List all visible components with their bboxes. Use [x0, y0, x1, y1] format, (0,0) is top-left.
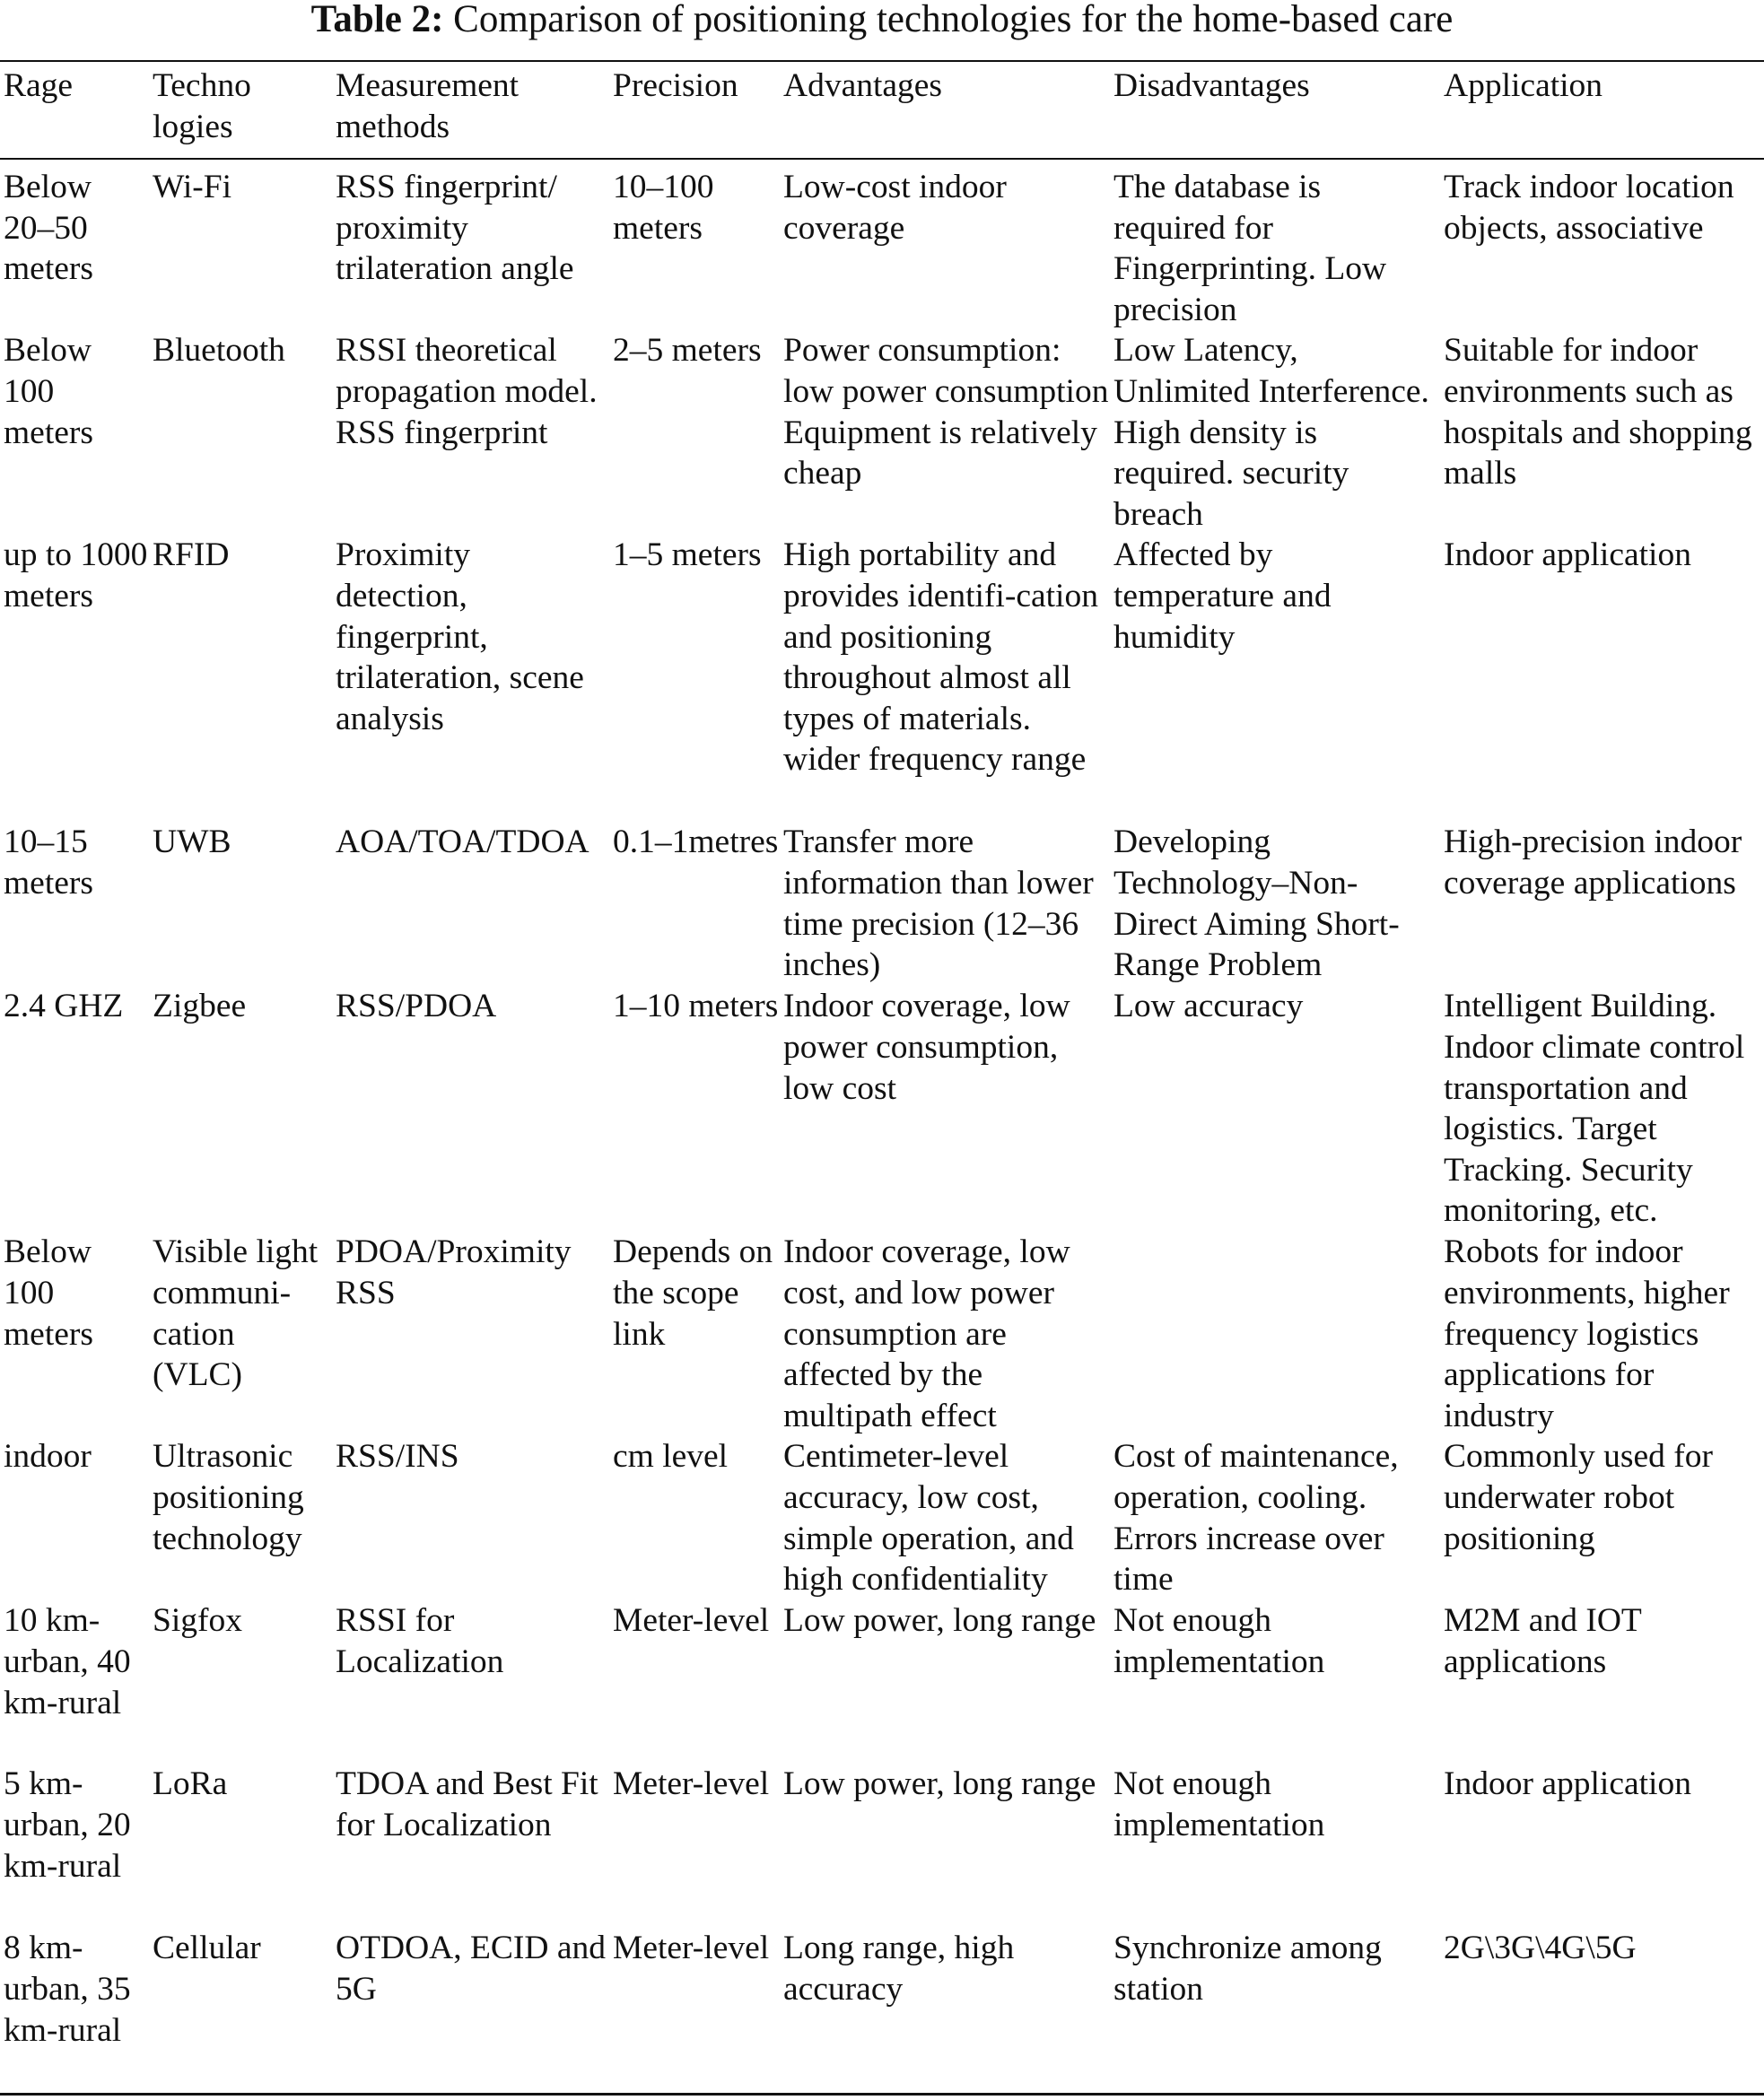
table-row	[0, 1764, 1764, 1928]
header-cell-advantages: Advantages	[783, 67, 943, 104]
table-row	[0, 1436, 1764, 1600]
table-cell-measurement: RSS fingerprint/ proximity trilateration angle	[336, 169, 574, 288]
table-cell-disadvantages	[1110, 1232, 1440, 1436]
table-cell-application: High-precision indoor coverage applications	[1444, 823, 1742, 902]
table-cell-precision: Meter-level	[613, 1602, 770, 1640]
table-cell-measurement: PDOA/Proximity RSS	[336, 1233, 572, 1311]
table-cell-precision: 2–5 meters	[613, 332, 762, 370]
table-cell-measurement: TDOA and Best Fit for Localization	[336, 1765, 598, 1843]
table-cell-precision: 0.1–1metres	[613, 823, 779, 861]
table-cell-advantages: Long range, high accuracy	[783, 1930, 1015, 2008]
table-cell-precision: cm level	[613, 1438, 729, 1476]
table-cell-precision: Meter-level	[613, 1765, 770, 1803]
table-cell-advantages: High portability and provides identifi-cation and positioning throughout almost all types of materials. wider frequency range	[783, 536, 1098, 779]
table-cell-disadvantages: Developing Technology–Non-Direct Aiming Short-Range Problem	[1113, 823, 1400, 984]
table-cell-technology: Bluetooth	[153, 332, 285, 370]
table-cell-advantages: Transfer more information than lower time precision (12–36 inches)	[783, 823, 1094, 984]
table-cell-application: Indoor application	[1444, 536, 1691, 574]
table-cell-disadvantages: Affected by temperature and humidity	[1113, 536, 1332, 656]
table-cell-technology: Visible light communi-cation (VLC)	[153, 1233, 319, 1394]
table-cell-precision: Depends on the scope link	[613, 1233, 773, 1353]
table-cell-measurement: AOA/TOA/TDOA	[336, 823, 589, 861]
table-cell-application: Suitable for indoor environments such as hospitals and shopping malls	[1444, 332, 1752, 492]
table-cell-application: Indoor application	[1444, 1765, 1691, 1803]
table-cell-technology: Ultrasonic positioning technology	[153, 1438, 304, 1557]
table-cell-range: indoor	[4, 1438, 92, 1476]
table-cell-technology: Wi-Fi	[153, 169, 232, 205]
table-body	[0, 161, 1764, 2094]
table-row	[0, 1600, 1764, 1764]
table-cell-measurement: Proximity detection, fingerprint, trilateration, scene analysis	[336, 536, 584, 737]
header-row	[0, 64, 1764, 161]
table-cell-advantages: Centimeter-level accuracy, low cost, simple operation, and high confidentiality	[783, 1438, 1074, 1599]
table-row	[0, 1928, 1764, 2094]
table-cell-application: Commonly used for underwater robot positioning	[1444, 1438, 1713, 1557]
table-cell-measurement: RSSI theoretical propagation model. RSS fingerprint	[336, 332, 598, 451]
table-cell-precision: Meter-level	[613, 1930, 770, 1967]
table-cell-advantages: Low power, long range	[783, 1765, 1096, 1803]
table-row	[0, 161, 1764, 330]
table-row	[0, 330, 1764, 535]
table-cell-technology: UWB	[153, 823, 231, 861]
table-cell-technology: Cellular	[153, 1930, 261, 1967]
table-cell-technology: Sigfox	[153, 1602, 243, 1640]
table-cell-precision: 1–5 meters	[613, 536, 762, 574]
table-cell-advantages: Low power, long range	[783, 1602, 1096, 1640]
table-cell-measurement: RSSI for Localization	[336, 1602, 504, 1680]
table-cell-application: Track indoor location objects, associative	[1444, 169, 1734, 247]
table-cell-precision: 10–100 meters	[613, 169, 714, 247]
header-cell-precision: Precision	[613, 67, 738, 104]
table-cell-advantages: Low-cost indoor coverage	[783, 169, 1007, 247]
table-row	[0, 535, 1764, 822]
table-cell-precision: 1–10 meters	[613, 988, 779, 1025]
table-cell-disadvantages: Cost of maintenance, operation, cooling. Errors increase over time	[1113, 1438, 1399, 1599]
table-cell-disadvantages: Synchronize among station	[1113, 1930, 1382, 2008]
table-cell-application: 2G\3G\4G\5G	[1444, 1930, 1637, 1967]
table-cell-advantages: Power consumption: low power consumption Equipment is relatively cheap	[783, 332, 1109, 492]
table-caption	[0, 0, 1764, 39]
table-row	[0, 822, 1764, 986]
table-cell-measurement: RSS/INS	[336, 1438, 459, 1476]
header-cell-measurement-methods: Measurement methods	[336, 67, 520, 145]
table-top-rule	[0, 60, 1764, 62]
header-cell-application: Application	[1444, 67, 1603, 104]
table-caption-label: Table 2:	[310, 0, 444, 40]
table-cell-application: Intelligent Building. Indoor climate control transportation and logistics. Target Tracking. Security monitoring, etc.	[1444, 988, 1745, 1230]
comparison-table	[0, 64, 1764, 2094]
table-row	[0, 986, 1764, 1232]
header-cell-technologies: Techno logies	[153, 67, 251, 145]
table-cell-range: 2.4 GHZ	[4, 988, 124, 1025]
table-cell-disadvantages: Low accuracy	[1113, 988, 1304, 1025]
table-cell-disadvantages: Not enough implementation	[1113, 1765, 1325, 1843]
table-cell-range: 10 km-urban, 40 km-rural	[4, 1602, 131, 1721]
table-cell-range: up to 1000 meters	[4, 536, 148, 614]
table-cell-advantages: Indoor coverage, low cost, and low power consumption are affected by the multipath effect	[783, 1233, 1070, 1434]
table-cell-application: Robots for indoor environments, higher frequency logistics applications for industry	[1444, 1233, 1730, 1434]
table-cell-technology: LoRa	[153, 1765, 228, 1803]
table-cell-disadvantages: The database is required for Fingerprinting. Low precision	[1113, 169, 1387, 328]
table-cell-range: 5 km-urban, 20 km-rural	[4, 1765, 131, 1885]
table-cell-disadvantages: Not enough implementation	[1113, 1602, 1325, 1680]
header-cell-range: Rage	[4, 67, 74, 104]
table-header	[0, 64, 1764, 161]
table-cell-disadvantages: Low Latency, Unlimited Interference. High density is required. security breach	[1113, 332, 1429, 533]
table-cell-advantages: Indoor coverage, low power consumption, low cost	[783, 988, 1070, 1107]
table-cell-range: 10–15 meters	[4, 823, 93, 902]
table-row	[0, 1232, 1764, 1436]
table-cell-application: M2M and IOT applications	[1444, 1602, 1642, 1680]
table-cell-range: Below 20–50 meters	[4, 169, 93, 288]
table-cell-range: 8 km-urban, 35 km-rural	[4, 1930, 131, 2049]
table-cell-measurement: OTDOA, ECID and 5G	[336, 1930, 606, 2008]
table-cell-range: Below 100 meters	[4, 332, 93, 451]
table-cell-technology: RFID	[153, 536, 230, 574]
table-caption-text: Comparison of positioning technologies for the home-based care	[453, 0, 1454, 40]
table-cell-range: Below 100 meters	[4, 1233, 93, 1353]
table-cell-measurement: RSS/PDOA	[336, 988, 497, 1025]
header-cell-disadvantages: Disadvantages	[1113, 67, 1310, 104]
table-cell-technology: Zigbee	[153, 988, 247, 1025]
